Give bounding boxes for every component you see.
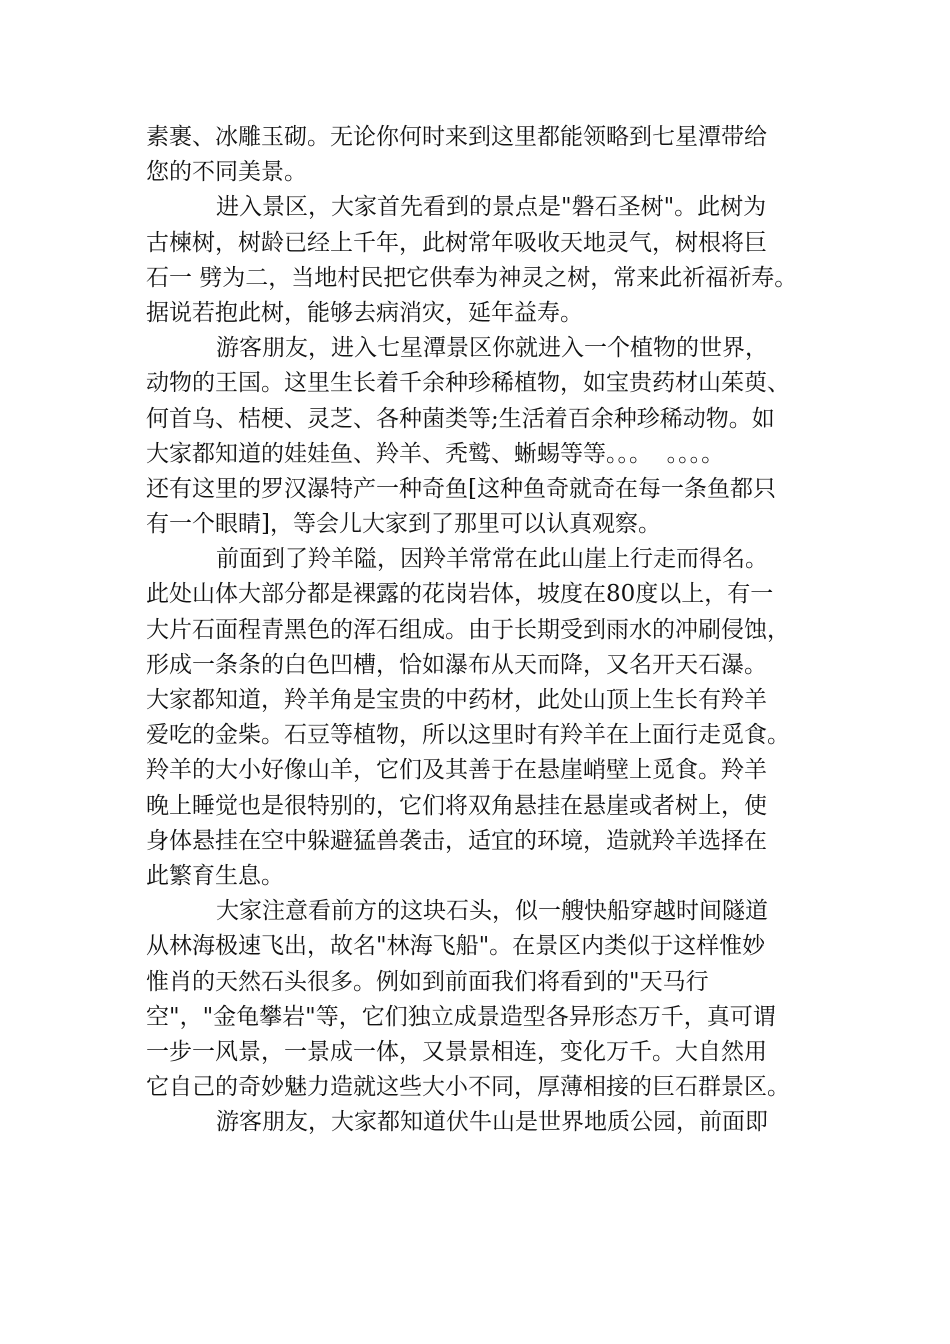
text-line: 空"，"金龟攀岩"等，它们独立成景造型各异形态万千，真可谓 — [146, 1003, 776, 1030]
text-line: 何首乌、桔梗、灵芝、各种菌类等;生活着百余种珍稀动物。如 — [146, 405, 775, 432]
text-line: 惟肖的天然石头很多。例如到前面我们将看到的"天马行 — [146, 968, 709, 995]
text-line: 从林海极速飞出，故名"林海飞船"。在景区内类似于这样惟妙 — [146, 933, 766, 960]
paragraph-start-line: 进入景区，大家首先看到的景点是"磐石圣树"。此树为 — [216, 194, 767, 221]
text-line: 大片石面程青黑色的浑石组成。由于长期受到雨水的冲刷侵蚀， — [146, 616, 790, 643]
text-line: 您的不同美景。 — [146, 159, 307, 186]
text-line: 素裹、冰雕玉砌。无论你何时来到这里都能领略到七星潭带给 — [146, 124, 767, 150]
paragraph-start-line: 游客朋友，大家都知道伏牛山是世界地质公园，前面即 — [216, 1109, 768, 1136]
text-line: 此繁育生息。 — [146, 862, 284, 889]
text-line: 大家都知道，羚羊角是宝贵的中药材，此处山顶上生长有羚羊 — [146, 687, 767, 713]
text-line: 身体悬挂在空中躲避猛兽袭击，适宜的环境，造就羚羊选择在 — [146, 827, 767, 854]
text-line: 有一个眼睛]，等会儿大家到了那里可以认真观察。 — [146, 511, 661, 538]
text-line: 大家都知道的娃娃鱼、羚羊、秃鹫、蜥蜴等等。。。 。。。。 — [146, 440, 725, 467]
text-line: 爱吃的金柴。石豆等植物，所以这里时有羚羊在上面行走觅食。 — [146, 722, 790, 749]
body-text — [146, 120, 826, 1140]
text-line: 它自己的奇妙魅力造就这些大小不同，厚薄相接的巨石群景区。 — [146, 1074, 790, 1101]
paragraph-start-line: 前面到了羚羊隘，因羚羊常常在此山崖上行走而得名。 — [216, 546, 768, 573]
text-line: 一步一风景，一景成一体，又景景相连，变化万千。大自然用 — [146, 1038, 767, 1065]
text-line: 动物的王国。这里生长着千余种珍稀植物，如宝贵药材山茱萸、 — [146, 370, 790, 397]
text-line: 还有这里的罗汉瀑特产一种奇鱼[这种鱼奇就奇在每一条鱼都只 — [146, 475, 776, 502]
text-line: 此处山体大部分都是裸露的花岗岩体，坡度在80度以上，有一 — [146, 581, 774, 608]
text-line: 古楝树，树龄已经上千年，此树常年吸收天地灵气，树根将巨 — [146, 229, 767, 256]
text-line: 石一 劈为二，当地村民把它供奉为神灵之树，常来此祈福祈寿。 — [146, 264, 798, 291]
text-line: 羚羊的大小好像山羊，它们及其善于在悬崖峭壁上觅食。羚羊 — [146, 757, 767, 784]
text-line: 形成一条条的白色凹槽，恰如瀑布从天而降，又名开天石瀑。 — [146, 651, 767, 678]
text-line: 据说若抱此树，能够去病消灾，延年益寿。 — [146, 299, 583, 326]
paragraph-start-line: 游客朋友，进入七星潭景区你就进入一个植物的世界， — [216, 335, 768, 362]
text-line: 晚上睡觉也是很特别的，它们将双角悬挂在悬崖或者树上，使 — [146, 792, 767, 819]
paragraph-start-line: 大家注意看前方的这块石头，似一艘快船穿越时间隧道 — [216, 898, 768, 925]
